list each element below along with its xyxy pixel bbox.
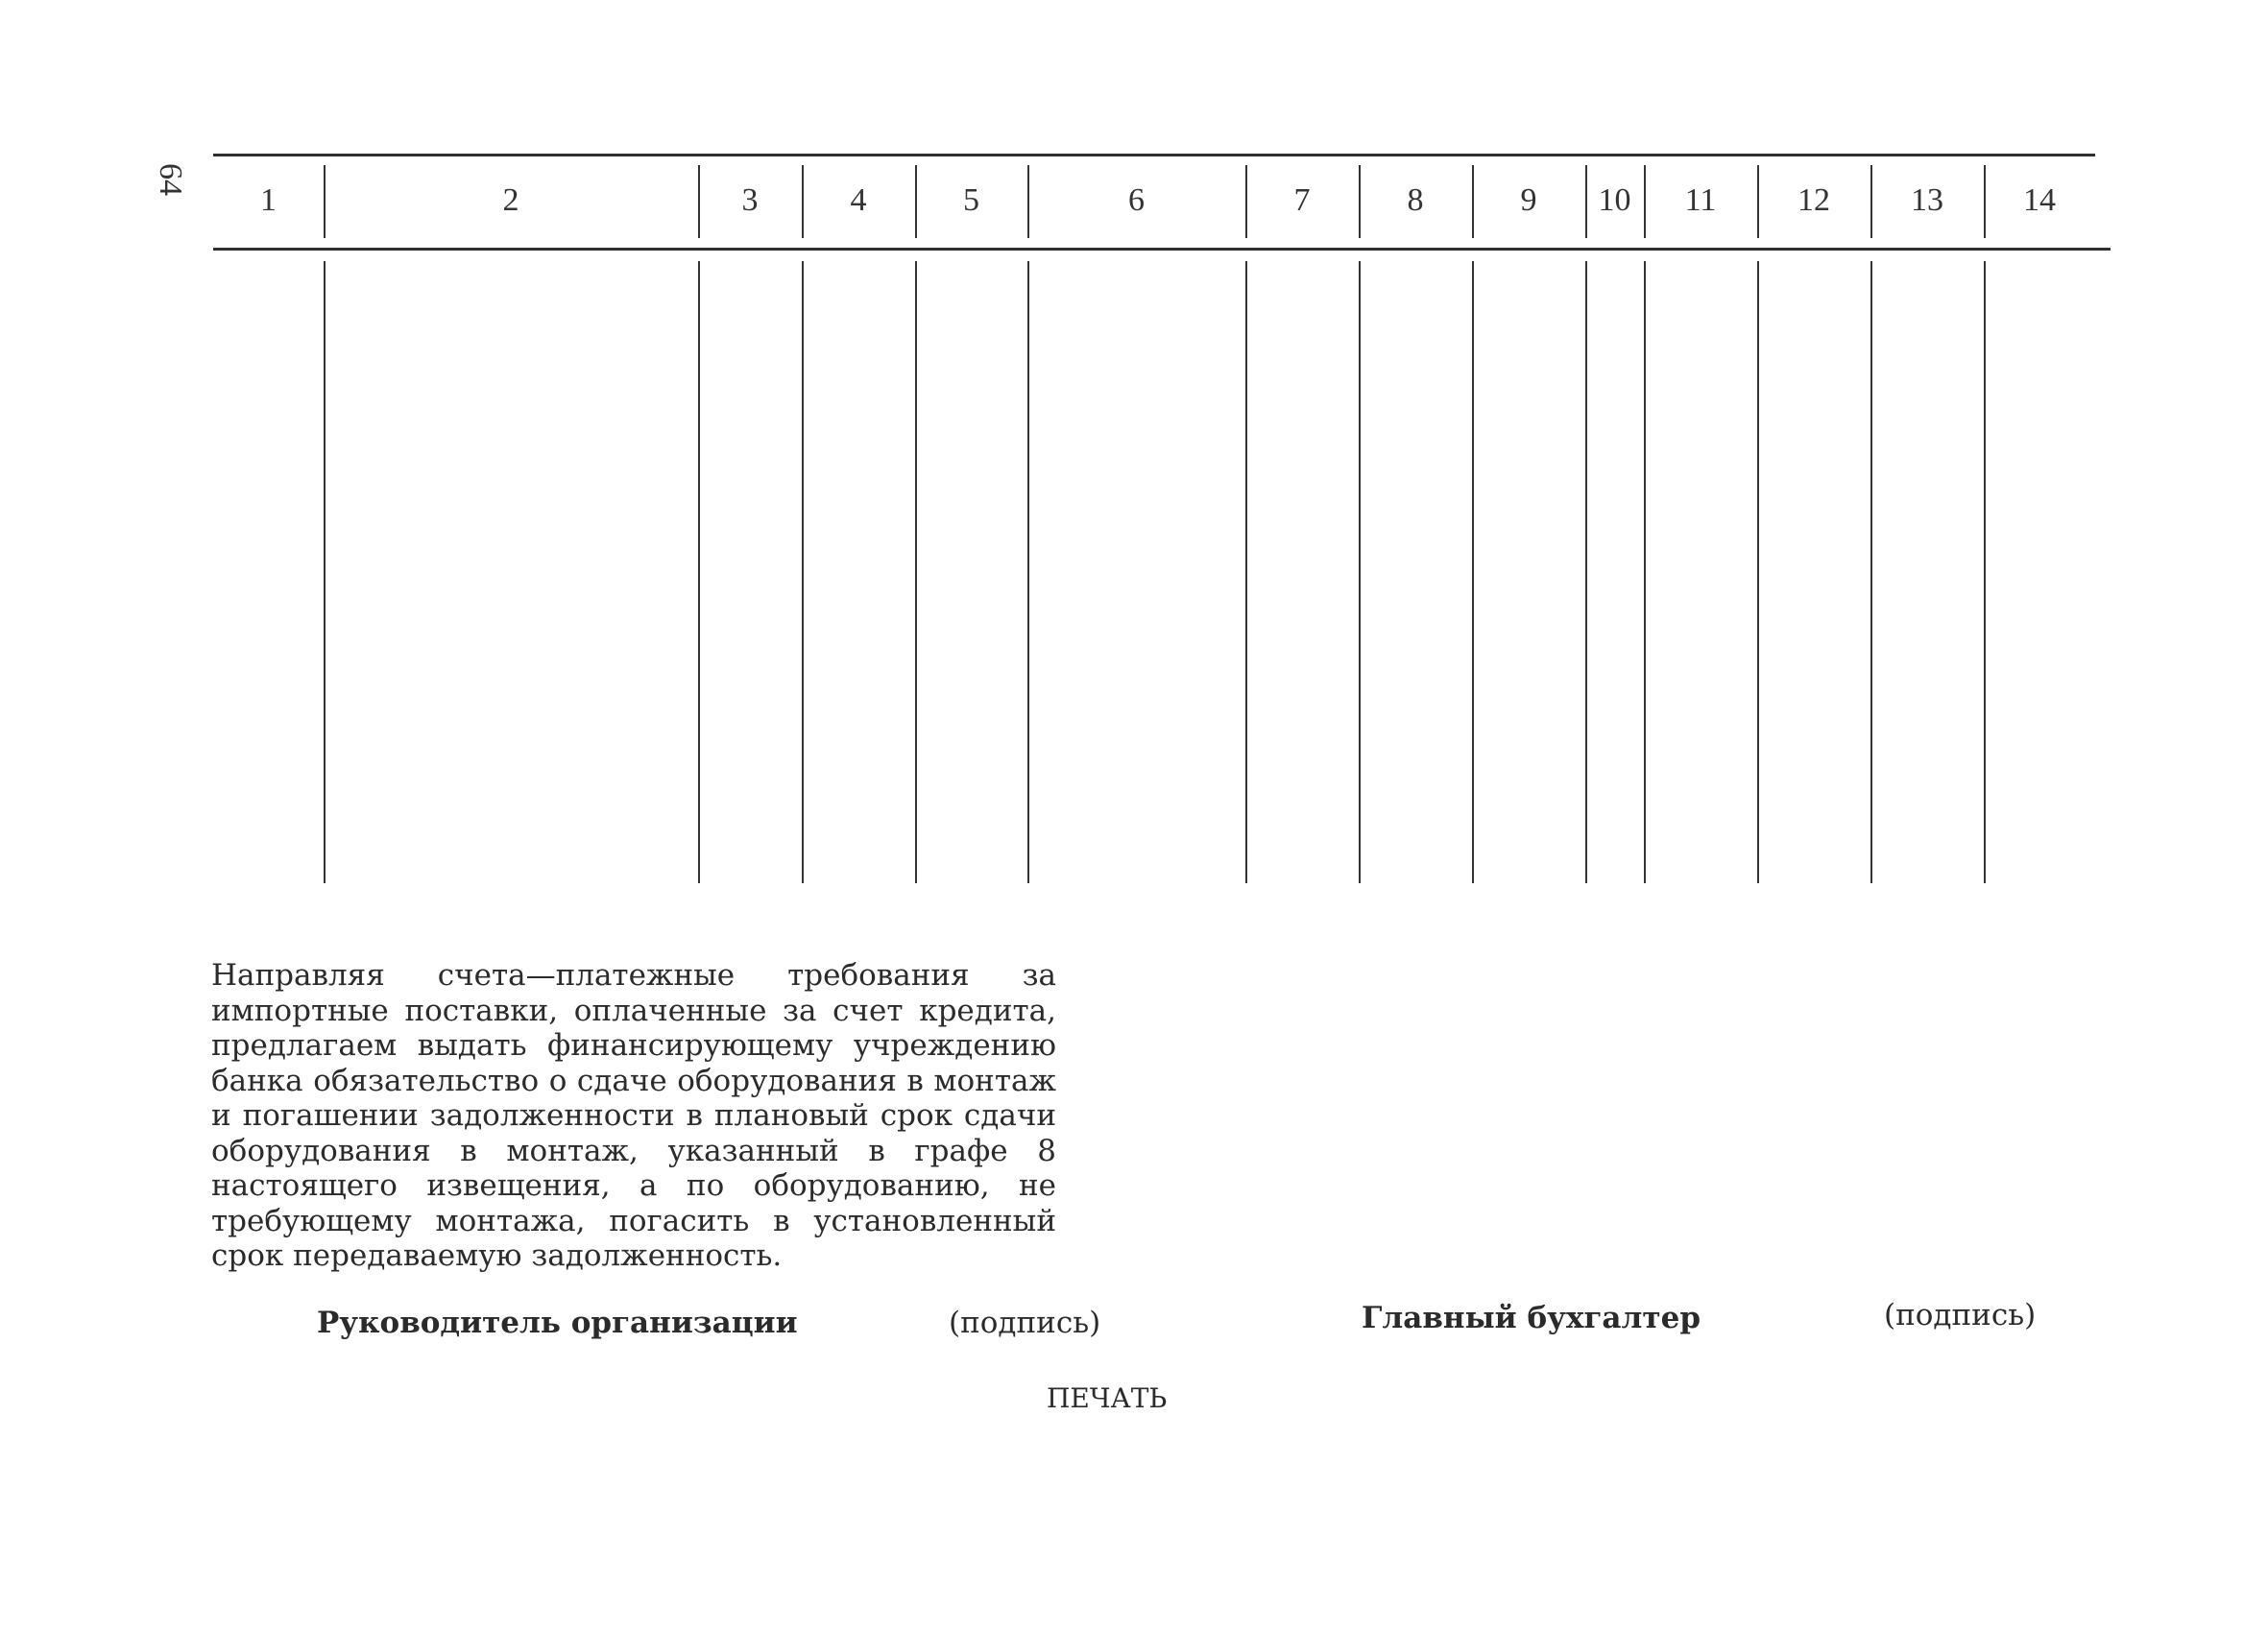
column-number: 13 bbox=[1911, 182, 1943, 218]
head-label: Руководитель организации bbox=[317, 1306, 798, 1340]
page-number: 64 bbox=[153, 163, 188, 196]
column-number: 6 bbox=[1128, 182, 1145, 218]
column-divider-body bbox=[915, 261, 917, 883]
column-divider-body bbox=[1472, 261, 1474, 883]
column-number: 12 bbox=[1798, 182, 1830, 218]
table-header-bottom-rule bbox=[213, 248, 2111, 251]
column-number: 7 bbox=[1293, 182, 1311, 218]
column-divider-body bbox=[1245, 261, 1247, 883]
form-table bbox=[213, 154, 2095, 883]
column-divider-body bbox=[324, 261, 326, 883]
column-number: 4 bbox=[850, 182, 867, 218]
column-divider-body bbox=[1585, 261, 1587, 883]
column-divider-body bbox=[1757, 261, 1759, 883]
column-number: 11 bbox=[1684, 182, 1717, 218]
note-paragraph bbox=[211, 958, 1056, 1274]
accountant-signature-placeholder: (подпись) bbox=[1884, 1298, 2037, 1332]
column-number: 14 bbox=[2023, 182, 2056, 218]
column-number: 10 bbox=[1598, 182, 1631, 218]
column-divider-body bbox=[1984, 261, 1986, 883]
column-number: 2 bbox=[502, 182, 519, 218]
column-number: 1 bbox=[260, 182, 277, 218]
table-top-rule bbox=[213, 154, 2095, 156]
column-divider-body bbox=[802, 261, 804, 883]
accountant-label: Главный бухгалтер bbox=[1362, 1301, 1701, 1335]
note-text: Направляя счета—платежные требования за импортные поставки, оплаченные за счет кредита, предлагаем выдать финансирующему учреждению банка обязательство о сдаче оборудования в монтаж и погашении задолженности в плановый срок сдачи оборудования в монтаж, указанный в графе 8 настоящего извещения, а по оборудованию, не требующему монтажа, погасить в установленный срок передаваемую задолженность. bbox=[211, 958, 1056, 1273]
column-divider-body bbox=[1644, 261, 1646, 883]
column-divider-body bbox=[1027, 261, 1029, 883]
column-divider-body bbox=[1870, 261, 1872, 883]
column-divider-body bbox=[1359, 261, 1361, 883]
column-number: 8 bbox=[1407, 182, 1424, 218]
stamp-label: ПЕЧАТЬ bbox=[1047, 1382, 1168, 1414]
column-divider-body bbox=[698, 261, 700, 883]
column-number: 3 bbox=[741, 182, 759, 218]
head-signature-placeholder: (подпись) bbox=[949, 1306, 1101, 1340]
column-number: 5 bbox=[963, 182, 979, 218]
column-number: 9 bbox=[1520, 182, 1537, 218]
